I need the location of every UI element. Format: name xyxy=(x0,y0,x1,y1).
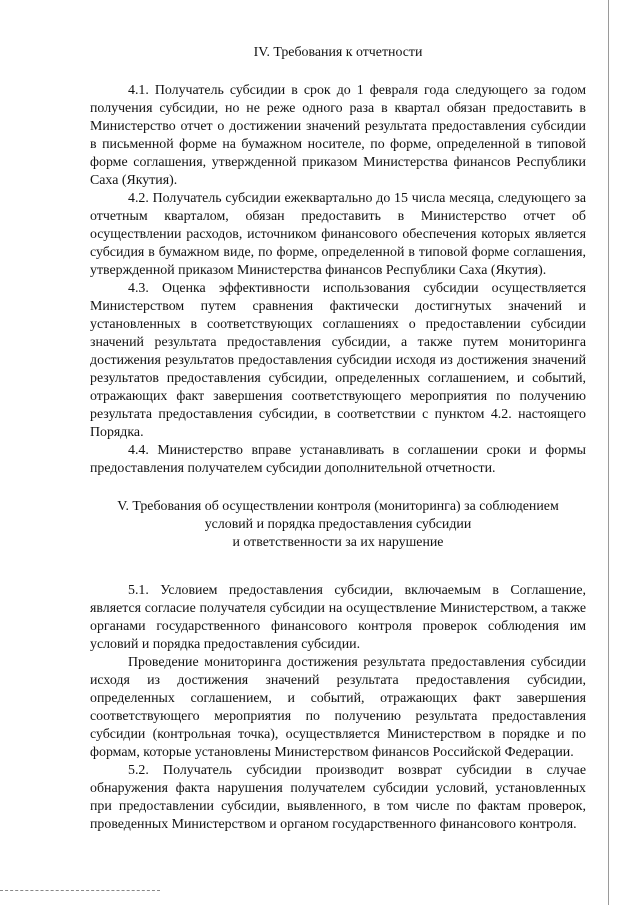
footer-dashed-rule xyxy=(0,890,160,891)
section-5-heading-line: V. Требования об осуществлении контроля (мониторинга) за соблюдением xyxy=(117,499,559,514)
paragraph-4-1: 4.1. Получатель субсидии в срок до 1 февраля года следующего за годом получения субсидии, но не реже одного раза в квартал обязан предоставить в Министерство отчет о достижении значений результата предоставления субсидии в письменной форме на бумажном носителе, по форме, определенной в типовой форме соглашения, утвержденной приказом Министерства финансов Республики Саха (Якутия). xyxy=(90,83,586,188)
scan-edge-line xyxy=(608,0,609,905)
document-body xyxy=(90,44,586,834)
section-4-heading: IV. Требования к отчетности xyxy=(253,45,423,60)
paragraph-5-1: 5.1. Условием предоставления субсидии, включаемым в Соглашение, является согласие получателя субсидии на осуществление Министерством, а также органами государственного финансового контроля проверок соблюдения им условий и порядка предоставления субсидии. xyxy=(90,583,586,652)
section-5-heading-line: условий и порядка предоставления субсидии xyxy=(204,517,472,532)
section-5-heading-line: и ответственности за их нарушение xyxy=(232,535,444,550)
paragraph-4-4: 4.4. Министерство вправе устанавливать в соглашении сроки и формы предоставления получателем субсидии дополнительной отчетности. xyxy=(90,443,586,476)
paragraph-4-2: 4.2. Получатель субсидии ежеквартально до 15 числа месяца, следующего за отчетным кварталом, обязан предоставить в Министерство отчет об осуществлении расходов, источником финансового обеспечения которых является субсидия в бумажном виде, по форме, определенной в типовой форме соглашения, утвержденной приказом Министерства финансов Республики Саха (Якутия). xyxy=(90,191,586,278)
paragraph-5-2: 5.2. Получатель субсидии производит возврат субсидии в случае обнаружения факта нарушения получателем субсидии условий, установленных при предоставлении субсидии, выявленного, в том числе по фактам проверок, проведенных Министерством и органом государственного финансового контроля. xyxy=(90,763,586,832)
paragraph-4-3: 4.3. Оценка эффективности использования субсидии осуществляется Министерством путем сравнения фактически достигнутых значений и установленных в соответствующих соглашениях о предоставлении субсидии значений результата предоставления субсидии, а также путем мониторинга достижения результатов предоставления субсидии исходя из достижения значений результатов предоставления субсидии, определенных соглашением, и событий, отражающих факт завершения соответствующего мероприятия по получению результата предоставления субсидии, в соответствии с пунктом 4.2. настоящего Порядка. xyxy=(90,281,586,440)
section-5-heading xyxy=(90,498,586,552)
paragraph-5-1-monitoring: Проведение мониторинга достижения результата предоставления субсидии исходя из достижения значений результата предоставления субсидии, определенных соглашением, и событий, отражающих факт завершения соответствующего мероприятия по получению результата предоставления субсидии (контрольная точка), осуществляется Министерством в порядке и по формам, которые установлены Министерством финансов Российской Федерации. xyxy=(90,655,586,760)
